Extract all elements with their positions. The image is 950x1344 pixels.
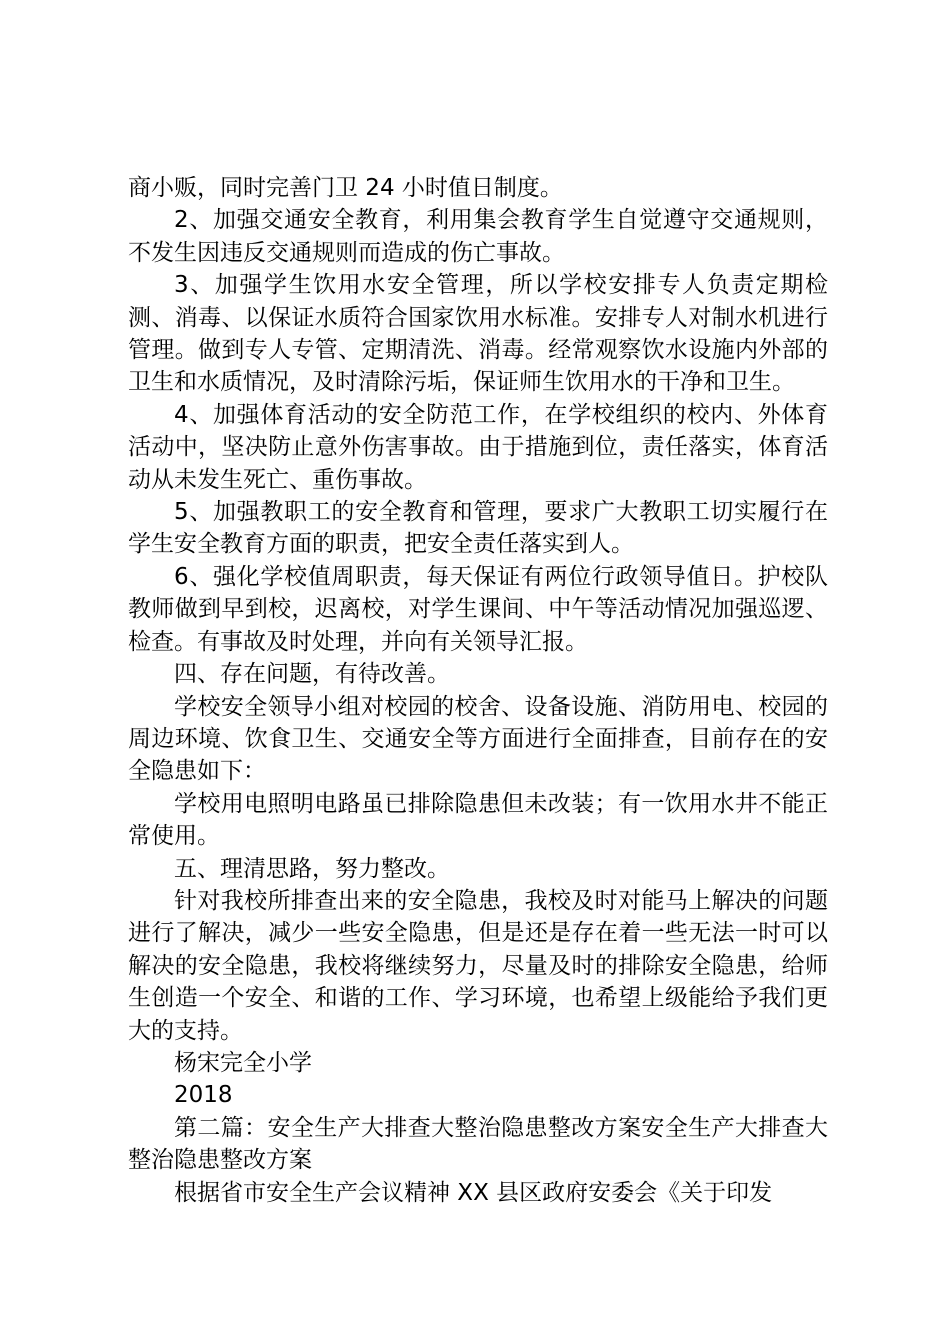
paragraph-intro: 根据省市安全生产会议精神 XX 县区政府安委会《关于印发	[174, 1179, 773, 1206]
paragraph-item-6: 6、强化学校值周职责，每天保证有两位行政领导值日。护校队教师做到早到校，迟离校，对学生课间、中午等活动情况加强巡逻、检查。有事故及时处理，并向有关领导汇报。	[128, 563, 828, 655]
paragraph-item-2: 2、加强交通安全教育，利用集会教育学生自觉遵守交通规则，不发生因违反交通规则而造成的伤亡事故。	[128, 207, 828, 266]
section-heading-4: 四、存在问题，有待改善。	[174, 661, 450, 688]
paragraph-hazards: 学校用电照明电路虽已排除隐患但未改装；有一饮用水井不能正常使用。	[128, 790, 828, 850]
signature-year: 2018	[174, 1082, 233, 1109]
paragraph-item-3: 3、加强学生饮用水安全管理，所以学校安排专人负责定期检测、消毒、以保证水质符合国家饮用水标准。安排专人对制水机进行管理。做到专人专管、定期清洗、消毒。经常观察饮水设施内外部的卫生和水质情况，及时清除污垢，保证师生饮用水的干净和卫生。	[128, 272, 828, 396]
section-heading-5: 五、理清思路，努力整改。	[174, 855, 450, 882]
signature-school: 杨宋完全小学	[174, 1049, 312, 1076]
paragraph-continuation: 商小贩，同时完善门卫 24 小时值日制度。	[128, 175, 563, 201]
paragraph-item-5: 5、加强教职工的安全教育和管理，要求广大教职工切实履行在学生安全教育方面的职责，把安全责任落实到人。	[128, 499, 828, 558]
paragraph-inspection: 学校安全领导小组对校园的校舍、设备设施、消防用电、校园的周边环境、饮食卫生、交通安全等方面进行全面排查，目前存在的安全隐患如下：	[128, 693, 828, 785]
chapter-title: 第二篇：安全生产大排查大整治隐患整改方案安全生产大排查大整治隐患整改方案	[128, 1114, 828, 1174]
paragraph-rectification: 针对我校所排查出来的安全隐患，我校及时对能马上解决的问题进行了解决，减少一些安全隐患，但是还是存在着一些无法一时可以解决的安全隐患，我校将继续努力，尽量及时的排除安全隐患，给师生创造一个安全、和谐的工作、学习环境，也希望上级能给予我们更大的支持。	[128, 887, 828, 1044]
paragraph-item-4: 4、加强体育活动的安全防范工作，在学校组织的校内、外体育活动中，坚决防止意外伤害事故。由于措施到位，责任落实，体育活动从未发生死亡、重伤事故。	[128, 401, 828, 493]
document-body	[128, 172, 828, 1209]
